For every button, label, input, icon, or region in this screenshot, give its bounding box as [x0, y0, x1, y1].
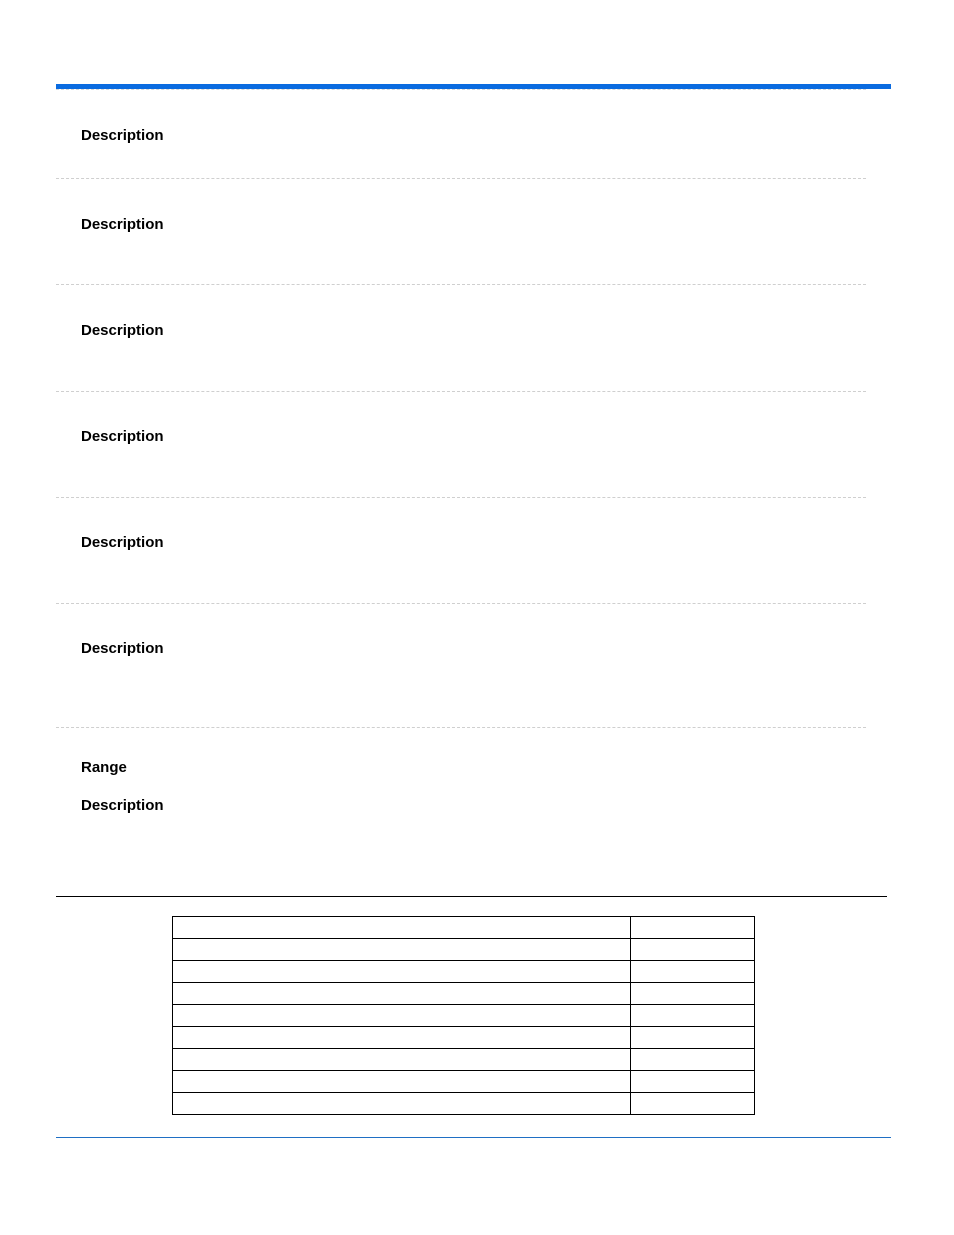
- table-cell: [631, 939, 755, 961]
- description-label-6: Description: [81, 640, 164, 657]
- table-row: [173, 939, 755, 961]
- table-cell: [173, 983, 631, 1005]
- table-cell: [173, 961, 631, 983]
- table-row: [173, 1093, 755, 1115]
- table-cell: [173, 1027, 631, 1049]
- table-cell: [631, 1071, 755, 1093]
- section-divider-3: [56, 391, 866, 392]
- table-cell: [173, 917, 631, 939]
- table-row: [173, 1027, 755, 1049]
- table-cell: [173, 1005, 631, 1027]
- table-cell: [631, 983, 755, 1005]
- table-cell: [173, 1049, 631, 1071]
- description-label-3: Description: [81, 322, 164, 339]
- data-table: [172, 916, 755, 1115]
- table-cell: [173, 1071, 631, 1093]
- table-cell: [631, 1027, 755, 1049]
- table-row: [173, 1005, 755, 1027]
- table-row: [173, 961, 755, 983]
- description-label-1: Description: [81, 127, 164, 144]
- table-cell: [631, 1093, 755, 1115]
- section-divider-4: [56, 497, 866, 498]
- table-cell: [631, 1049, 755, 1071]
- table-cell: [173, 939, 631, 961]
- header-dashed-divider: [56, 89, 866, 90]
- section-divider-1: [56, 178, 866, 179]
- table-row: [173, 917, 755, 939]
- section-divider-5: [56, 603, 866, 604]
- range-label: Range: [81, 759, 127, 776]
- table-row: [173, 1071, 755, 1093]
- table-cell: [173, 1093, 631, 1115]
- table-top-rule: [56, 896, 887, 897]
- description-label-7: Description: [81, 797, 164, 814]
- description-label-4: Description: [81, 428, 164, 445]
- description-label-5: Description: [81, 534, 164, 551]
- section-divider-2: [56, 284, 866, 285]
- table-cell: [631, 1005, 755, 1027]
- table-cell: [631, 961, 755, 983]
- footer-rule: [56, 1137, 891, 1138]
- table-row: [173, 983, 755, 1005]
- table-row: [173, 1049, 755, 1071]
- description-label-2: Description: [81, 216, 164, 233]
- table-cell: [631, 917, 755, 939]
- section-divider-6: [56, 727, 866, 728]
